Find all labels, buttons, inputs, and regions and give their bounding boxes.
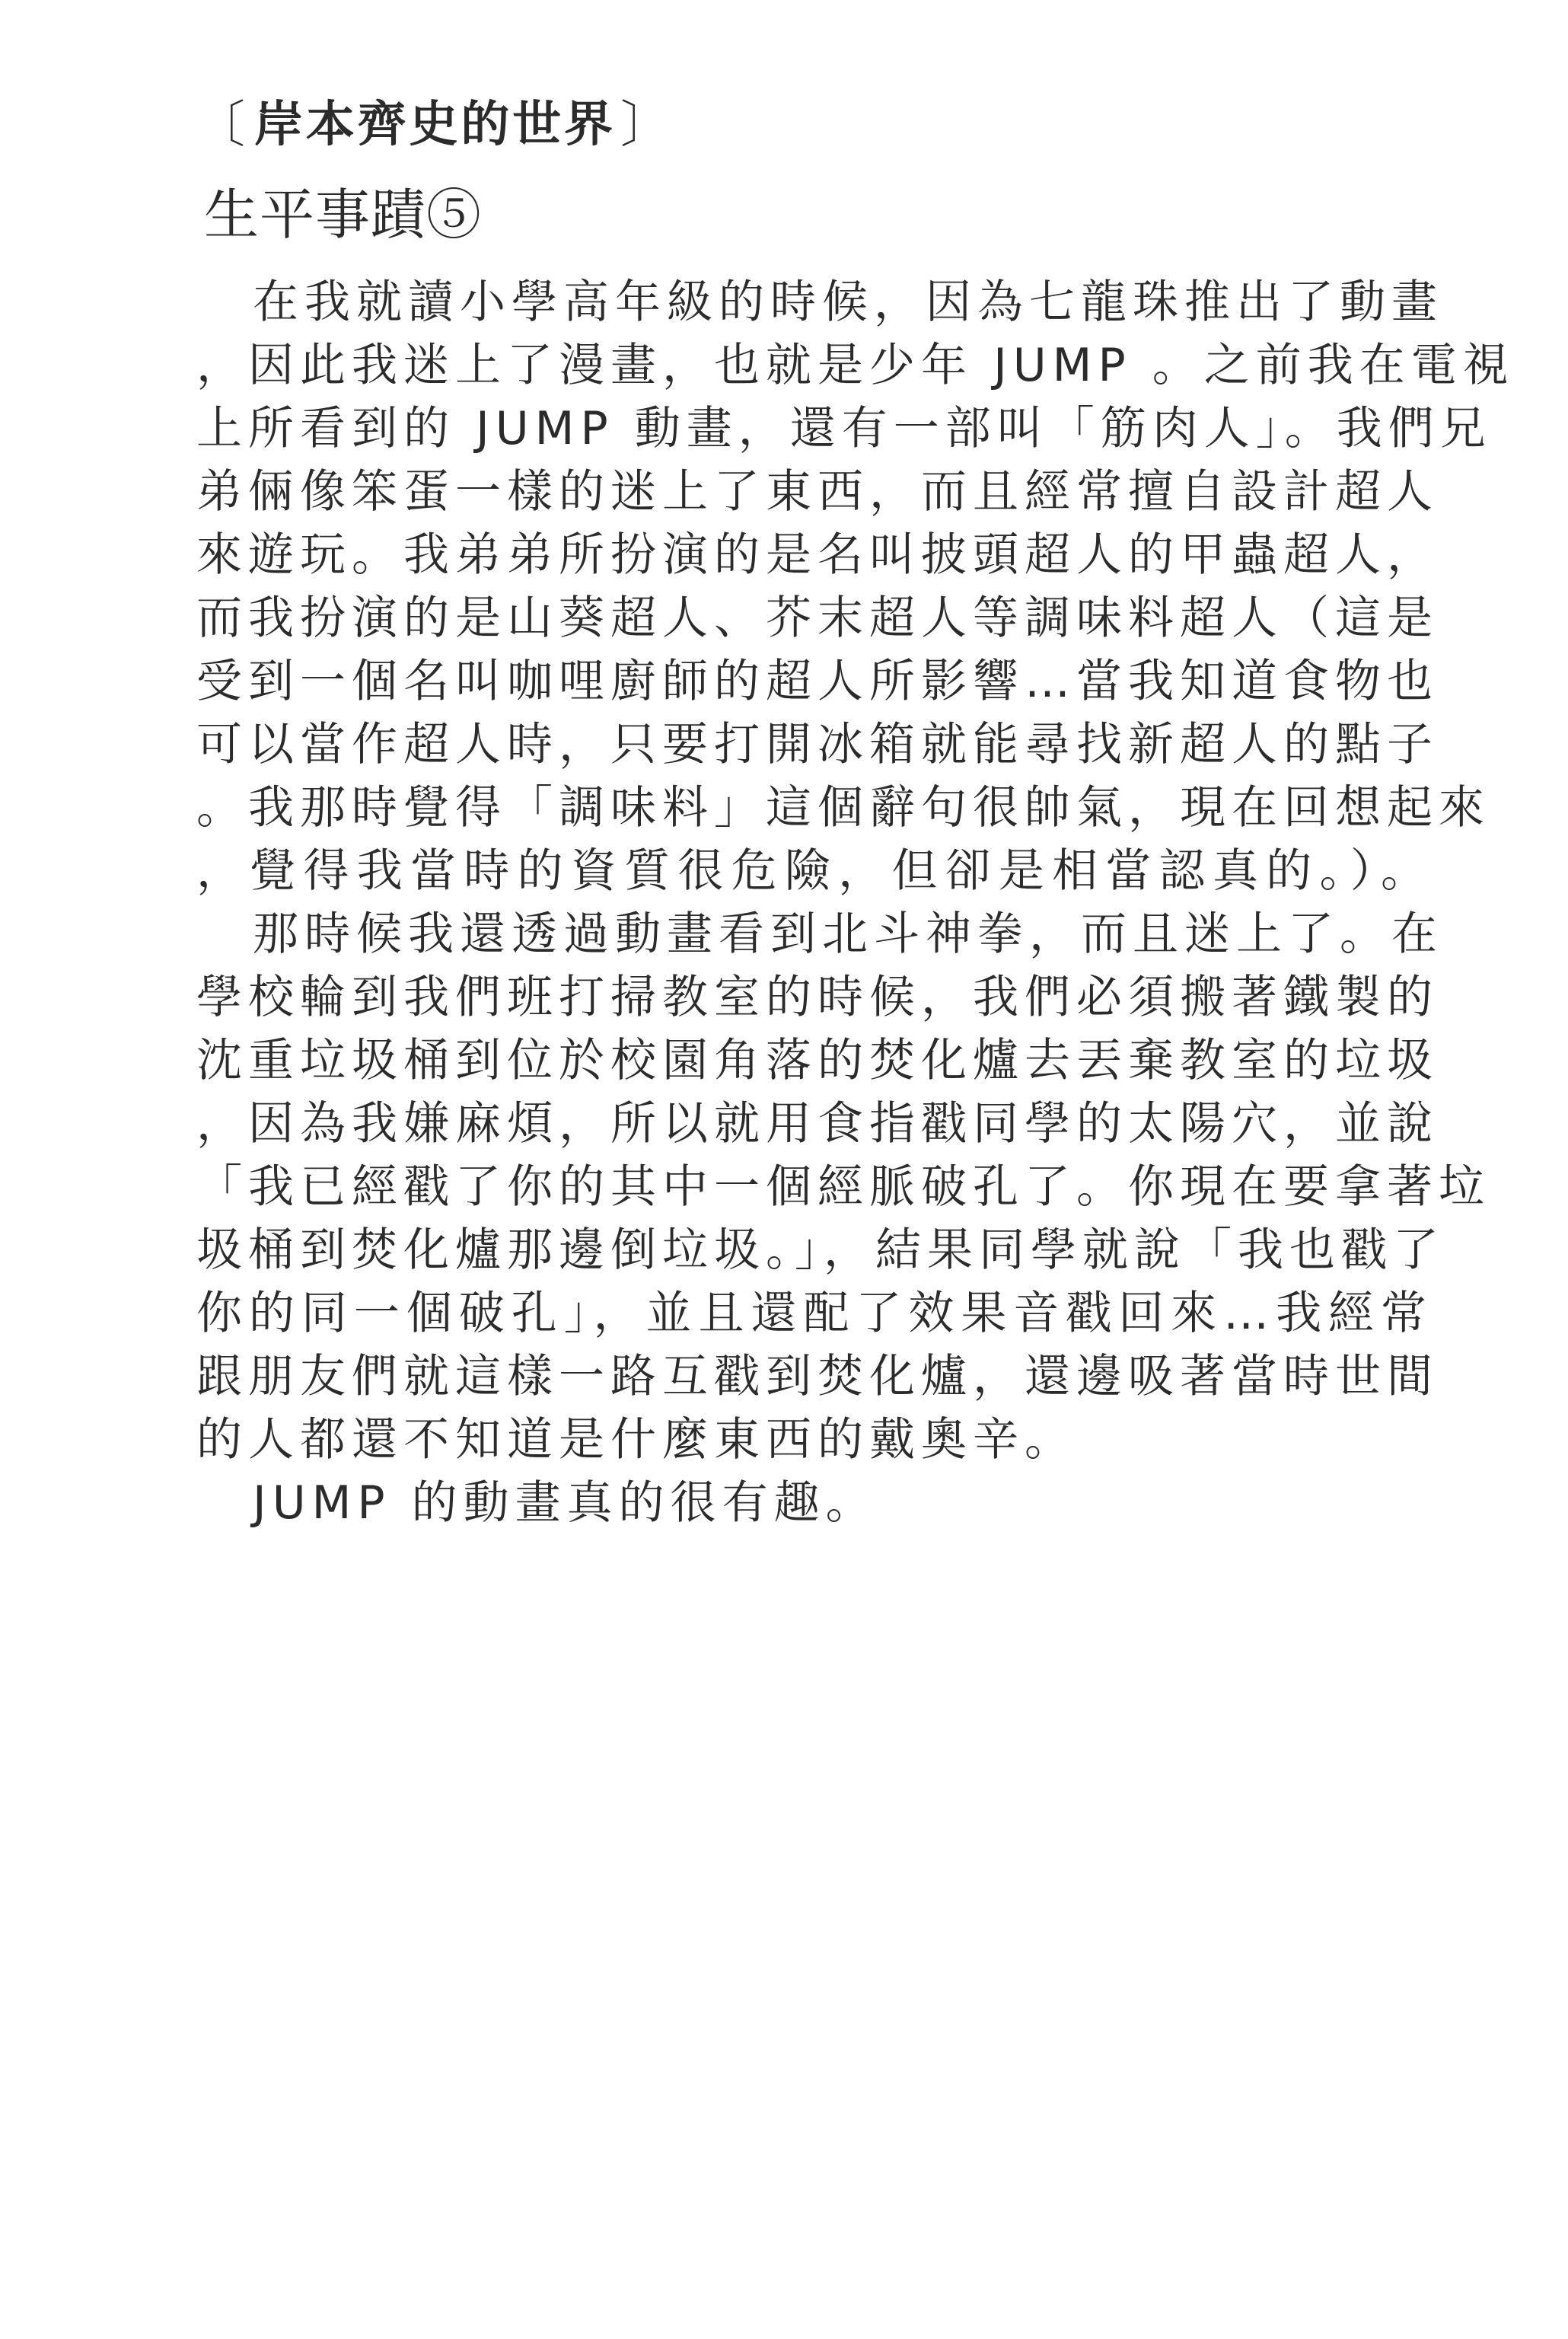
series-header (195, 93, 671, 157)
body-line: 「我已經戳了你的其中一個經脈破孔了。你現在要拿著垃 (196, 1160, 1490, 1214)
body-line: 上所看到的 JUMP 動畫，還有一部叫「筋肉人」。我們兄 (196, 402, 1492, 455)
open-bracket: 〔 (195, 95, 245, 154)
body-line: 而我扮演的是山葵超人、芥末超人等調味料超人（這是 (196, 592, 1439, 645)
series-title-char: 的 (461, 96, 510, 153)
series-title-char: 岸 (254, 96, 303, 153)
series-title-char: 世 (512, 96, 562, 153)
body-line: 圾桶到焚化爐那邊倒垃圾。」，結果同學就說「我也戳了 (196, 1224, 1445, 1277)
series-title-char: 界 (563, 96, 613, 153)
series-title-char: 本 (305, 96, 355, 153)
body-line: 弟倆像笨蛋一樣的迷上了東西，而且經常擅自設計超人 (196, 465, 1439, 519)
series-title (245, 93, 620, 157)
body-line: 你的同一個破孔」，並且還配了效果音戳回來…我經常 (196, 1287, 1433, 1340)
body-line: ，因為我嫌麻煩，所以就用食指戳同學的太陽穴，並說 (196, 1097, 1439, 1150)
body-line: 的人都還不知道是什麼東西的戴奧辛。 (196, 1413, 1076, 1466)
body-line: 那時候我還透過動畫看到北斗神拳，而且迷上了。在 (253, 908, 1443, 961)
body-line: 跟朋友們就這樣一路互戳到焚化爐，還邊吸著當時世間 (196, 1350, 1439, 1403)
body-line: 受到一個名叫咖哩廚師的超人所影響…當我知道食物也 (196, 655, 1439, 708)
body-line: JUMP 的動畫真的很有趣。 (253, 1476, 878, 1530)
body-line: 來遊玩。我弟弟所扮演的是名叫披頭超人的甲蟲超人， (196, 528, 1439, 582)
body-line: 沈重垃圾桶到位於校園角落的焚化爐去丟棄教室的垃圾 (196, 1034, 1439, 1087)
body-line: 在我就讀小學高年級的時候，因為七龍珠推出了動畫 (253, 276, 1443, 329)
body-line: ，覺得我當時的資質很危險，但卻是相當認真的。）。 (196, 844, 1433, 898)
body-line: 。我那時覺得「調味料」這個辭句很帥氣，現在回想起來 (196, 781, 1490, 834)
series-title-char: 齊 (357, 96, 406, 153)
body-line: 學校輪到我們班打掃教室的時候，我們必須搬著鐵製的 (196, 971, 1439, 1024)
series-title-char: 史 (409, 96, 458, 153)
body-line: 可以當作超人時，只要打開冰箱就能尋找新超人的點子 (196, 718, 1439, 771)
body-line: ，因此我迷上了漫畫，也就是少年 JUMP 。之前我在電視 (196, 339, 1515, 392)
section-title: 生平事蹟⑤ (204, 185, 483, 246)
close-bracket: 〕 (620, 95, 671, 154)
